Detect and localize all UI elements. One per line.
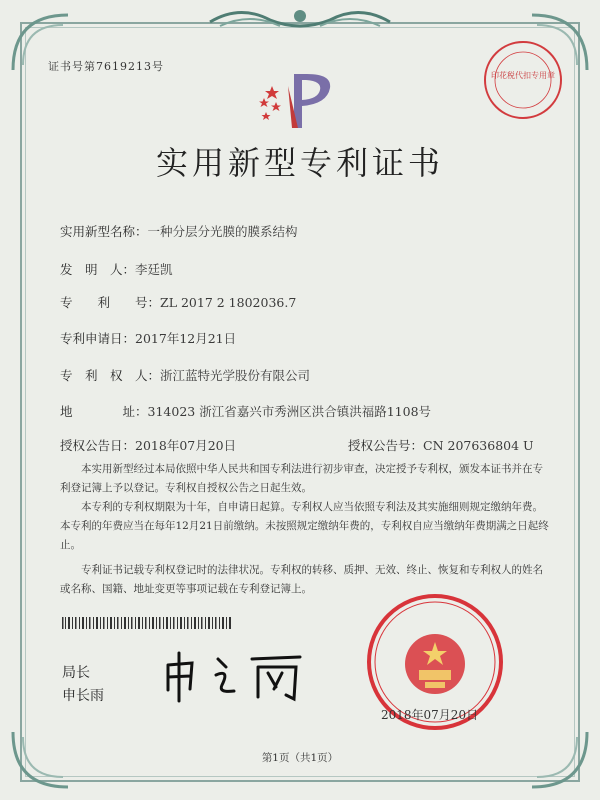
- body-paragraph: 本实用新型经过本局依照中华人民共和国专利法进行初步审查，决定授予专利权，颁发本证书并在专利登记簿上予以登记。专利权自授权公告之日起生效。: [60, 463, 543, 494]
- body-paragraph: 专利证书记载专利权登记时的法律状况。专利权的转移、质押、无效、终止、恢复和专利权人的姓名或名称、国籍、地址变更等事项记载在专利登记簿上。: [60, 564, 543, 595]
- utility-model-name-row: [60, 222, 298, 240]
- utility-model-name-label: 实用新型名称：: [60, 224, 148, 239]
- filing-date-label: 专利申请日：: [60, 331, 136, 346]
- grant-number-label: 授权公告号：: [348, 438, 424, 453]
- inventor-row: [60, 260, 173, 278]
- inventor-value: 李廷凯: [135, 262, 173, 277]
- grant-date-label: 授权公告日：: [60, 438, 136, 453]
- filing-date-row: [60, 329, 236, 347]
- top-ornament: [200, 2, 400, 34]
- sipo-logo: [252, 66, 352, 136]
- tax-stamp-text: 印花税代扣专用章: [491, 71, 555, 80]
- certificate-title: 实用新型专利证书: [155, 144, 444, 182]
- grant-number-row: [348, 436, 534, 454]
- patentee-value: 浙江蓝特光学股份有限公司: [160, 368, 311, 383]
- address-label: 地 址：: [60, 404, 148, 419]
- grant-number-value: CN 207636804 U: [423, 438, 534, 453]
- filing-date-value: 2017年12月21日: [135, 331, 237, 346]
- certificate-body-text: [60, 460, 550, 599]
- grant-date-row: [60, 436, 236, 454]
- seal-date: 2018年07月20日: [381, 708, 479, 722]
- patent-number-row: [60, 293, 296, 311]
- inventor-label: 发 明 人：: [60, 262, 136, 277]
- patentee-row: [60, 366, 310, 384]
- address-value: 314023 浙江省嘉兴市秀洲区洪合镇洪福路1108号: [147, 404, 432, 419]
- address-row: [60, 402, 431, 420]
- body-paragraph: 本专利的专利权期限为十年，自申请日起算。专利权人应当依照专利法及其实施细则规定缴纳年费。本专利的年费应当在每年12月21日前缴纳。未按照规定缴纳年费的，专利权自应当缴纳年费期满之日起终止。: [60, 501, 549, 551]
- grant-date-value: 2018年07月20日: [135, 438, 237, 453]
- barcode: [62, 617, 232, 629]
- patent-number-label: 专 利 号：: [60, 295, 161, 310]
- handwritten-signature: [160, 645, 310, 705]
- page-footer: 第1页（共1页）: [261, 752, 339, 764]
- signatory-name: 申长雨: [62, 688, 104, 704]
- patent-number-value: ZL 2017 2 1802036.7: [160, 295, 297, 310]
- utility-model-name-value: 一种分层分光膜的膜系结构: [147, 224, 298, 239]
- certificate-number: 证书号第7619213号: [48, 60, 164, 73]
- signatory-role: 局长: [62, 665, 90, 681]
- patentee-label: 专 利 权 人：: [60, 368, 161, 383]
